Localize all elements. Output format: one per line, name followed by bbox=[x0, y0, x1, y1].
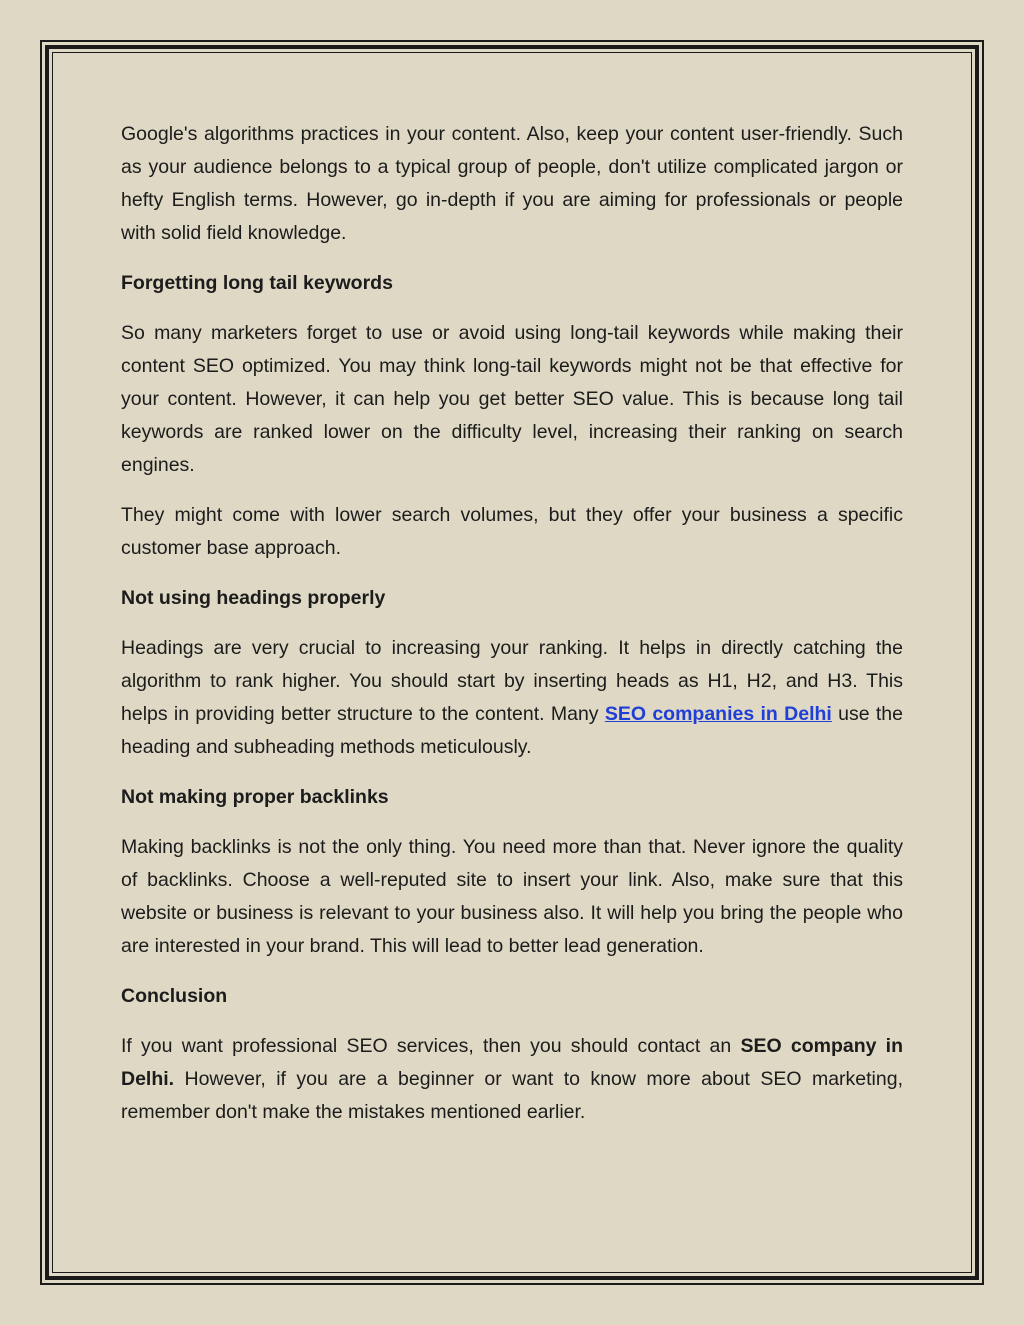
heading-headings-properly: Not using headings properly bbox=[121, 587, 386, 609]
paragraph-conclusion-text-end: However, if you are a beginner or want to know more about SEO marketing, remember don't make the mistakes mentioned earlier. bbox=[121, 1068, 903, 1123]
seo-companies-delhi-link[interactable]: SEO companies in Delhi bbox=[604, 703, 832, 725]
paragraph-headings-text-end: use the heading and subheading methods meticulously. bbox=[121, 703, 903, 758]
heading-long-tail-keywords: Forgetting long tail keywords bbox=[121, 272, 393, 294]
paragraph-long-tail: So many marketers forget to use or avoid using long-tail keywords while making their content SEO optimized. You may think long-tail keywords might not be that effective for your content. However, it can help you get better SEO value. This is because long tail keywords are ranked lower on the difficulty level, increasing their ranking on search engines. bbox=[121, 322, 903, 476]
paragraph-search-volumes: They might come with lower search volumes, but they offer your business a specific customer base approach. bbox=[121, 504, 903, 559]
paragraph-backlinks: Making backlinks is not the only thing. You need more than that. Never ignore the quality of backlinks. Choose a well-reputed site to insert your link. Also, make sure that this website or business is relevant to your business also. It will help you bring the people who are interested in your brand. This will lead to better lead generation. bbox=[121, 836, 903, 957]
seo-company-delhi-bold: SEO company in Delhi. bbox=[121, 1035, 903, 1090]
heading-backlinks: Not making proper backlinks bbox=[121, 786, 389, 808]
document-body bbox=[121, 118, 903, 1146]
paragraph-headings bbox=[121, 632, 903, 764]
heading-conclusion: Conclusion bbox=[121, 985, 228, 1007]
paragraph-headings-text-start: Headings are very crucial to increasing your ranking. It helps in directly catching the algorithm to rank higher. You should start by inserting heads as H1, H2, and H3. This helps in providing better structure to the content. Many bbox=[121, 637, 903, 725]
paragraph-conclusion-text-start: If you want professional SEO services, then you should contact an bbox=[121, 1035, 741, 1057]
paragraph-conclusion bbox=[121, 1030, 903, 1129]
paragraph-intro: Google's algorithms practices in your content. Also, keep your content user-friendly. Such as your audience belongs to a typical group of people, don't utilize complicated jargon or hefty English terms. However, go in-depth if you are aiming for professionals or people with solid field knowledge. bbox=[121, 123, 903, 244]
